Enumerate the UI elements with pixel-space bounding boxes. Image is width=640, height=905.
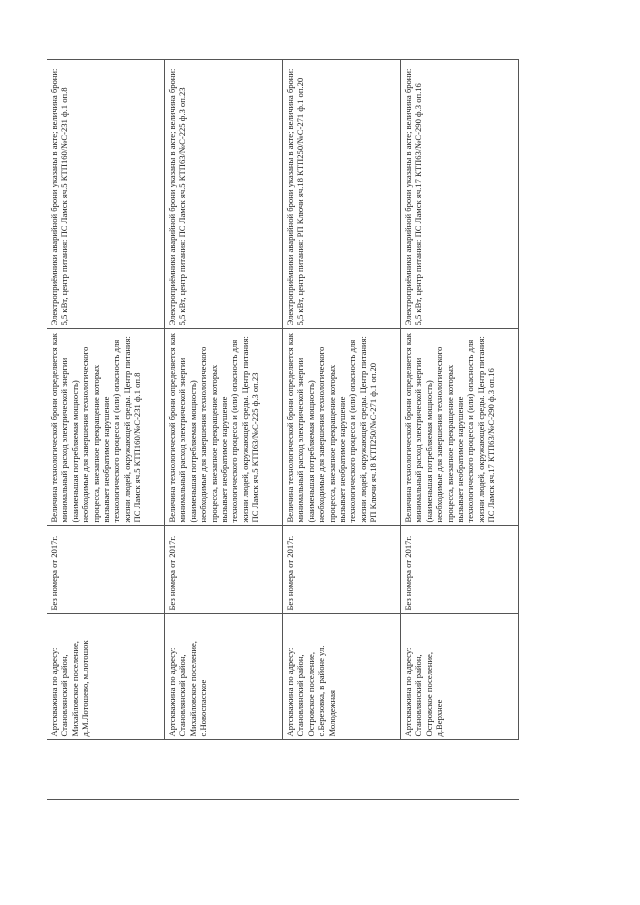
blank-cell [282, 800, 400, 860]
address-cell: Артскважина по адресу: Становлянский район, Островское поселение, с.Березовка, в районе ул. Молодежная [282, 614, 400, 740]
description-cell: Величина технологической брони определяется как минимальный расход электрической энергии (наименьшая потребляемая мощность) необходимые для завершения технологического процесса, внезапное прекращение которых вызывает необратимое нарушение технологического процесса и (или) опасность для жизни людей, окружающей среды. Центр питания: ПС Ламск яч.17 КТП63/№С-290 ф.3 оп.16 [400, 329, 518, 526]
table-row [47, 60, 164, 860]
description-cell: Величина технологической брони определяется как минимальный расход электрической энергии (наименьшая потребляемая мощность) необходимые для завершения технологического процесса, внезапное прекращение которых вызывает необратимое нарушение технологического процесса и (или) опасность для жизни людей, окружающей среды. Центр питания: ПС Ламск яч.5 КТП63/№С-225 ф.3 оп.23 [164, 329, 282, 526]
reservation-table [47, 60, 519, 861]
blank-cell [47, 800, 164, 860]
address-cell: Артскважина по адресу: Становлянский район, Островское поселение, д.Верхнее [400, 614, 518, 740]
blank-cell [164, 740, 282, 800]
address-cell: Артскважина по адресу: Становлянский район, Михайловское поселение, с.Новоспасское [164, 614, 282, 740]
document-cell: Без номера от 2017г. [164, 526, 282, 614]
table-row [282, 60, 400, 860]
emergency-cell: Электроприёмники аварийной брони указаны в акте; величина брони: 5,5 кВт, центр питания: ПС Ламск яч.5 КТП160/№С-231 ф.1 оп.8 [47, 60, 164, 329]
table-row [400, 60, 518, 860]
blank-cell [47, 740, 164, 800]
document-cell: Без номера от 2017г. [282, 526, 400, 614]
address-cell: Артскважина по адресу: Становлянский район, Михайловское поселение, д.М.Лотошево, м.лотошок [47, 614, 164, 740]
description-cell: Величина технологической брони определяется как минимальный расход электрической энергии (наименьшая потребляемая мощность) необходимые для завершения технологического процесса, внезапное прекращение которых вызывает необратимое нарушение технологического процесса и (или) опасность для жизни людей, окружающей среды. Центр питания: РП Ключи яч.18 КТП250/№С-271 ф.1 оп.20 [282, 329, 400, 526]
table-row [164, 60, 282, 860]
blank-cell [400, 740, 518, 800]
emergency-cell: Электроприёмники аварийной брони указаны в акте; величина брони: 5,5 кВт, центр питания: РП Ключи яч.18 КТП250/№С-271 ф.1 оп.20 [282, 60, 400, 329]
description-cell: Величина технологической брони определяется как минимальный расход электрической энергии (наименьшая потребляемая мощность) необходимые для завершения технологического процесса, внезапное прекращение которых вызывает необратимое нарушение технологического процесса и (или) опасность для жизни людей, окружающей среды. Центр питания: ПС Ламск яч.5 КТП160/№С-231 ф.1 оп.8 [47, 329, 164, 526]
blank-cell [164, 800, 282, 860]
blank-cell [400, 800, 518, 860]
emergency-cell: Электроприёмники аварийной брони указаны в акте; величина брони: 5,5 кВт, центр питания: ПС Ламск яч.17 КТП63/№С-290 ф.3 оп.16 [400, 60, 518, 329]
document-cell: Без номера от 2017г. [400, 526, 518, 614]
blank-cell [282, 740, 400, 800]
emergency-cell: Электроприёмники аварийной брони указаны в акте; величина брони: 5,5 кВт, центр питания: ПС Ламск яч.5 КТП63/№С-225 ф.3 оп.23 [164, 60, 282, 329]
document-cell: Без номера от 2017г. [47, 526, 164, 614]
rotated-table-container [47, 60, 519, 860]
